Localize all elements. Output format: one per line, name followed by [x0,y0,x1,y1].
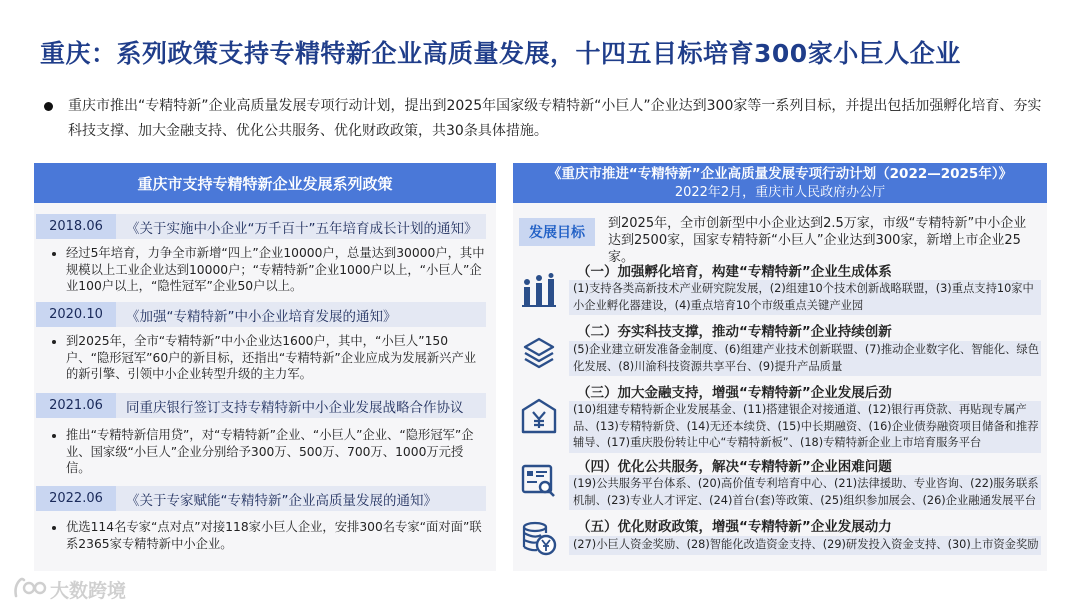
goal-text: 到2025年，全市创新型中小企业达到2.5万家，市级“专精特新”中小企业达到2500家，国家专精特新“小巨人”企业达到300家，新增上市企业25家。 [608,216,1027,265]
service-search-icon [521,463,557,499]
layers-icon [521,335,557,371]
policy-body [46,245,486,295]
policy-body-text: 推出“专精特新信用贷”，对“专精特新”企业、“小巨人”企业、“隐形冠军”企业、国家级“小巨人”企业分别给予300万、500万、700万、1000万元授信。 [66,428,474,475]
intro-text: 重庆市推出“专精特新”企业高质量发展专项行动计划，提出到2025年国家级专精特新“小巨人”企业达到300家等一系列目标，并提出包括加强孵化培育、夯实科技支撑、加大金融支持、优化公共服务、优化财政政策，共30条具体措施。 [68,98,1042,139]
policy-row-header [36,486,486,511]
section-title: （一）加强孵化培育，构建“专精特新”企业生成体系 [577,264,892,280]
policy-date: 2021.06 [36,393,116,418]
people-chart-icon [521,273,557,309]
policy-body-text: 优选114名专家“点对点”对接118家小巨人企业，安排300名专家“面对面”联系2365家专精特新中小企业。 [66,520,482,551]
section-title: （五）优化财政政策，增强“专精特新”企业发展动力 [577,519,892,535]
section-title: （二）夯实科技支撑，推动“专精特新”企业持续创新 [577,324,892,340]
policy-doc-title: 《关于专家赋能“专精特新”企业高质量发展的通知》 [126,492,437,509]
policy-date: 2018.06 [36,214,116,239]
watermark-text: 大数跨境 [50,580,127,602]
page-title: 重庆：系列政策支持专精特新企业高质量发展，十四五目标培育300家小巨人企业 [40,39,961,68]
policy-doc-title: 《关于实施中小企业“万千百十”五年培育成长计划的通知》 [126,220,478,237]
intro-bullet [44,94,1044,144]
watermark-logo [12,574,48,602]
policy-body [46,519,486,552]
plan-title: 《重庆市推进“专精特新”企业高质量发展专项行动计划（2022—2025年）》 [547,166,1013,182]
policy-doc-title: 同重庆银行签订支持专精特新中小企业发展战略合作协议 [126,399,464,416]
left-panel-header: 重庆市支持专精特新企业发展系列政策 [34,163,496,203]
section-measures: (27)小巨人资金奖励、(28)智能化改造资金支持、(29)研发投入资金支持、(30)上市资金奖励 [569,536,1041,555]
right-plan-panel [513,163,1047,571]
policy-row-header [36,214,486,239]
policy-date: 2020.10 [36,302,116,327]
left-policy-panel [34,163,496,571]
bullet-dot [52,526,56,530]
policy-body [46,427,486,477]
section-title: （三）加大金融支持，增强“专精特新”企业发展后劲 [577,385,892,401]
section-measures: (19)公共服务平台体系、(20)高价值专利培育中心、(21)法律援助、专业咨询、(22)服务联系机制、(23)专业人才评定、(24)首台(套)等政策、(25)组织参加展会、(26)企业融通发展平台 [569,475,1041,510]
policy-doc-title: 《加强“专精特新”中小企业培育发展的通知》 [126,308,397,325]
policy-body [46,333,486,383]
policy-body-text: 到2025年，全市“专精特新”中小企业达1600户，其中，“小巨人”150户、“隐形冠军”60户的新目标，还指出“专精特新”企业应成为发展新兴产业的新引擎、引领中小企业转型升级的主力军。 [66,334,477,381]
section-measures: (10)组建专精特新企业发展基金、(11)搭建银企对接通道、(12)银行再贷款、再贴现专属产品、(13)专精特新贷、(14)无还本续贷、(15)中长期融资、(16)企业债券融资项目储备和推荐辅导、(17)重庆股份转让中心“专精特新板”、(18)专精特新企业上市培育服务平台 [569,401,1041,453]
section-measures: (1)支持各类高新技术产业研究院发展，(2)组建10个技术创新战略联盟，(3)重点支持10家中小企业孵化器建设，(4)重点培育10个市级重点关键产业园 [569,280,1041,315]
goal-label: 发展目标 [519,218,595,246]
right-panel-header [513,163,1047,203]
bullet-dot [52,252,56,256]
bank-yuan-icon [521,398,557,434]
section-measures: (5)企业建立研发准备金制度、(6)组建产业技术创新联盟、(7)推动企业数字化、智能化、绿色化发展、(8)川渝科技资源共享平台、(9)提升产品质量 [569,341,1041,376]
policy-date: 2022.06 [36,486,116,511]
policy-body-text: 经过5年培育，力争全市新增“四上”企业10000户，总量达到30000户，其中规模以上工业企业达到10000户；“专精特新”企业1000户以上，“小巨人”企业100户以上，“隐性冠军”企业50户以上。 [66,246,485,293]
bullet-dot [44,102,53,111]
section-title: （四）优化公共服务，解决“专精特新”企业困难问题 [577,459,892,475]
plan-issuer: 2022年2月，重庆市人民政府办公厅 [674,185,886,200]
coins-yuan-icon [521,521,557,557]
bullet-dot [52,340,56,344]
policy-row-header [36,302,486,327]
policy-row-header [36,393,486,418]
bullet-dot [52,434,56,438]
